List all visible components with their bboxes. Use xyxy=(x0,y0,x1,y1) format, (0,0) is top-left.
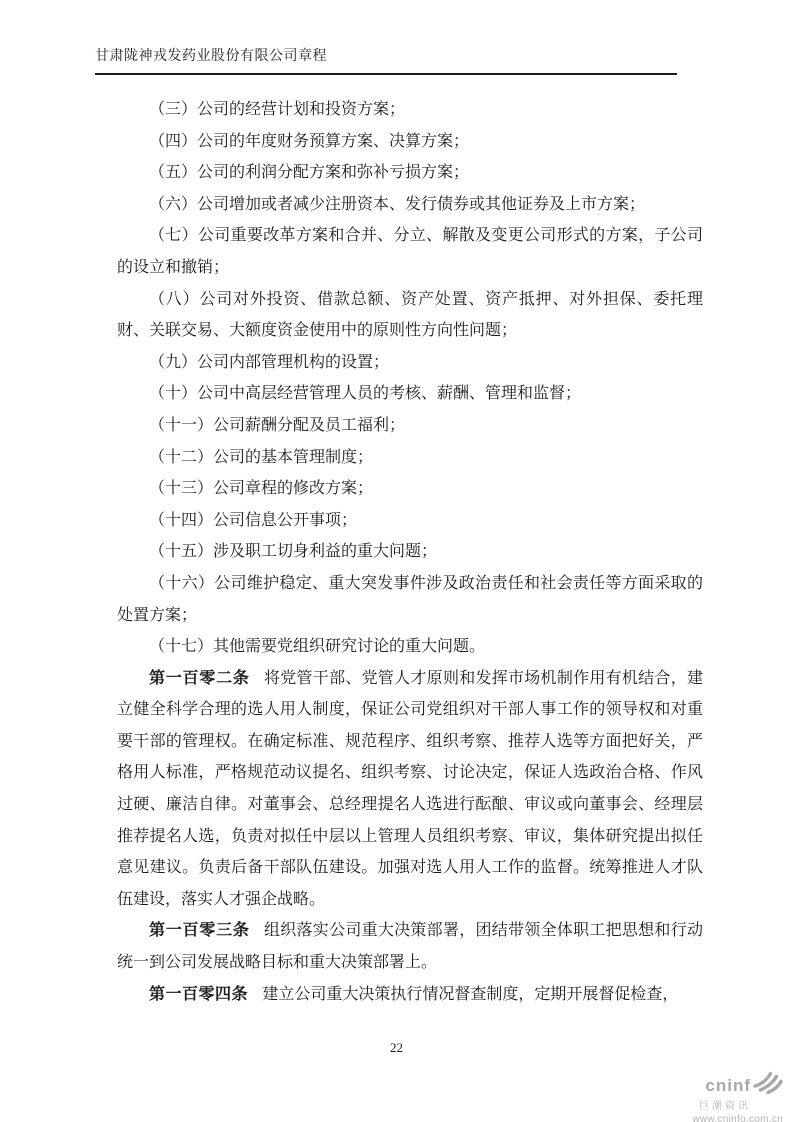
article-number: 第一百零三条 xyxy=(149,922,250,940)
list-item: （十七）其他需要党组织研究讨论的重大问题。 xyxy=(149,638,486,656)
list-item: （十六）公司维护稳定、重大突发事件涉及政治责任和社会责任等方面采取的处置方案； xyxy=(117,574,703,624)
list-item: （十二）公司的基本管理制度； xyxy=(149,448,374,466)
article-paragraph xyxy=(117,979,703,1011)
article-paragraph xyxy=(117,915,703,978)
page-number: 22 xyxy=(390,1040,403,1055)
article-number: 第一百零二条 xyxy=(149,669,250,687)
list-item: （十一）公司薪酬分配及员工福利； xyxy=(149,416,406,434)
list-item: （十四）公司信息公开事项； xyxy=(149,511,358,529)
list-item: （十三）公司章程的修改方案； xyxy=(149,480,374,498)
list-item: （六）公司增加或者减少注册资本、发行债券或其他证券及上市方案； xyxy=(149,195,646,213)
list-item: （十）公司中高层经营管理人员的考核、薪酬、管理和监督； xyxy=(149,385,582,403)
cninfo-swirl-icon xyxy=(753,1071,783,1099)
list-item: （十五）涉及职工切身利益的重大问题； xyxy=(149,543,438,561)
list-item: （三）公司的经营计划和投资方案； xyxy=(149,101,406,118)
article-text: 将党管干部、党管人才原则和发挥市场机制作用有机结合，建立健全科学合理的选人用人制度，保证公司党组织对干部人事工作的领导权和对重要干部的管理权。在确定标准、规范程序、组织考察、推荐人选等方面把好关，严格用人标准，严格规范动议提名、组织考察、讨论决定，保证人选政治合格、作风过硬、廉洁自律。对董事会、总经理提名人选进行酝酿、审议或向董事会、经理层推荐提名人选，负责对拟任中层以上管理人员组织考察、审议，集体研究提出拟任意见建议。负责后备干部队伍建设。加强对选人用人工作的监督。统筹推进人才队伍建设，落实人才强企战略。 xyxy=(117,669,703,908)
page-header xyxy=(95,48,677,75)
list-item: （五）公司的利润分配方案和弥补亏损方案； xyxy=(149,164,470,182)
list-item: （八）公司对外投资、借款总额、资产处置、资产抵押、对外担保、委托理财、关联交易、大额度资金使用中的原则性方向性问题； xyxy=(117,290,703,340)
header-title: 甘肃陇神戎发药业股份有限公司章程 xyxy=(95,49,327,64)
cninfo-logo-row xyxy=(705,1071,783,1099)
list-item: （四）公司的年度财务预算方案、决算方案； xyxy=(149,132,470,150)
article-text: 建立公司重大决策执行情况督查制度，定期开展督促检查， xyxy=(262,985,679,1003)
list-item: （九）公司内部管理机构的设置； xyxy=(149,353,390,371)
cninfo-brand-text: cninf xyxy=(705,1075,751,1095)
cninfo-chinese-name: 巨潮资讯 xyxy=(699,1101,751,1112)
cninfo-url: www.cninfo.com.cn xyxy=(692,1114,783,1122)
list-item: （七）公司重要改革方案和合并、分立、解散及变更公司形式的方案，子公司的设立和撤销； xyxy=(117,227,703,276)
document-body xyxy=(117,94,703,1010)
article-text: 组织落实公司重大决策部署，团结带领全体职工把思想和行动统一到公司发展战略目标和重大决策部署上。 xyxy=(117,922,703,972)
article-number: 第一百零四条 xyxy=(149,985,249,1003)
article-paragraph xyxy=(117,663,703,916)
cninfo-logo xyxy=(692,1071,783,1122)
